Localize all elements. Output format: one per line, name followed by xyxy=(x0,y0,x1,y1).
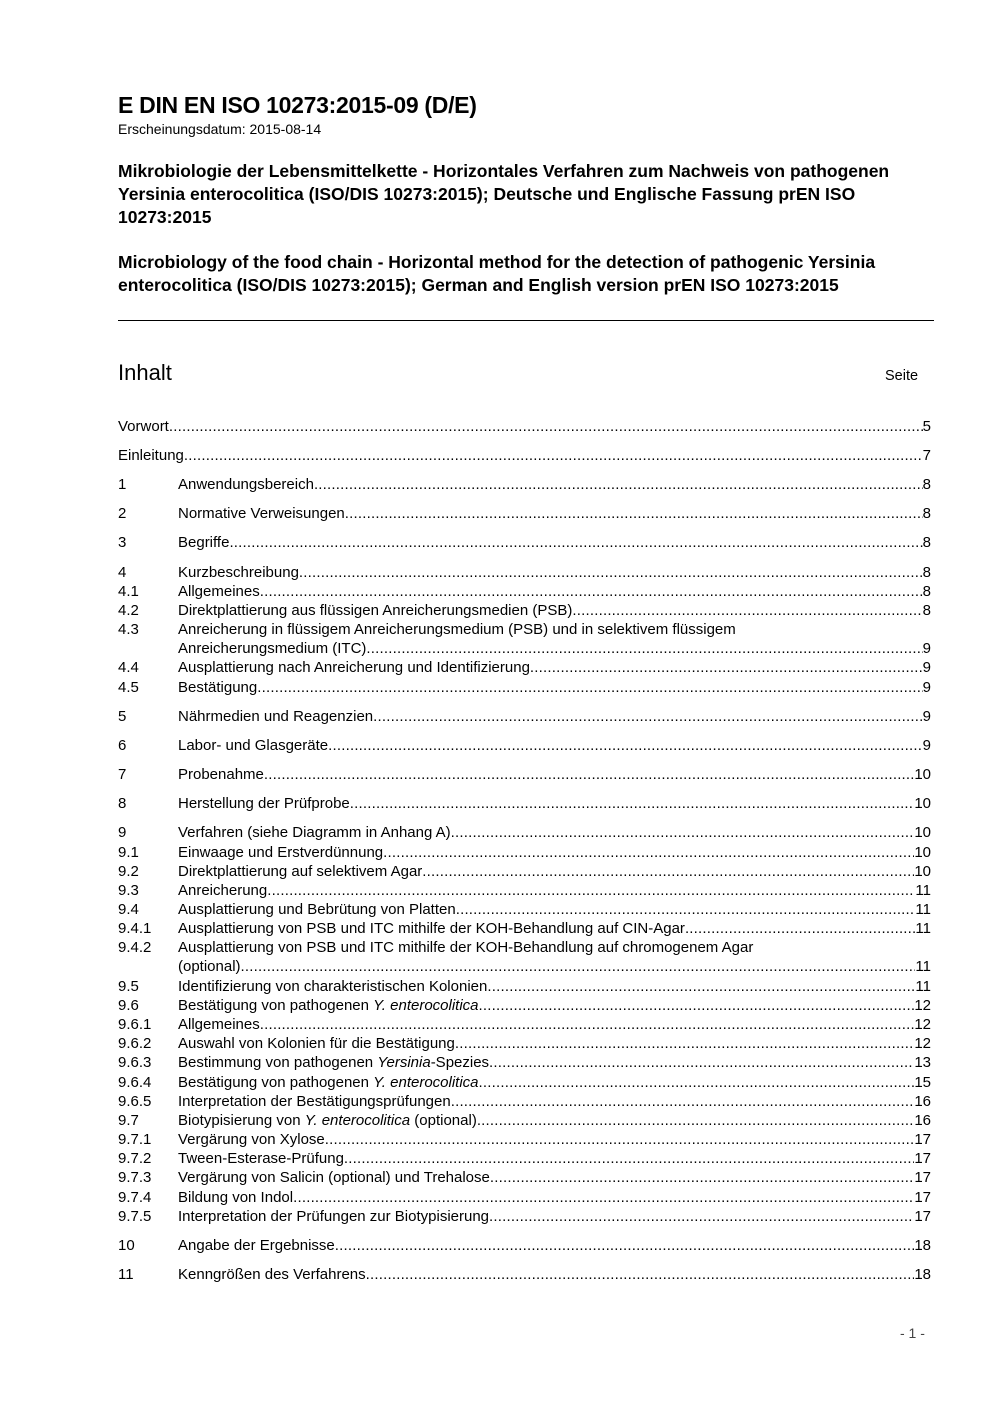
toc-entry-number: 9.6.2 xyxy=(118,1035,152,1052)
toc-entry-title xyxy=(178,919,685,938)
dot-leader xyxy=(344,1149,914,1168)
dot-leader xyxy=(314,475,923,494)
toc-entry-title xyxy=(178,736,328,755)
toc-entry-page: 16 xyxy=(914,1112,931,1129)
toc-entry-title xyxy=(178,765,264,784)
toc-entry[interactable] xyxy=(118,736,931,755)
toc-title-segment: Tween-Esterase-Prüfung xyxy=(178,1150,344,1167)
toc-entry[interactable] xyxy=(118,900,931,919)
toc-entry-number: 9.6.5 xyxy=(118,1093,152,1110)
title-german: Mikrobiologie der Lebensmittelkette - Horizontales Verfahren zum Nachweis von pathogenen Yersinia enterocolitica (ISO/DIS 10273:2015); Deutsche und Englische Fassung prEN ISO 10273:2015 xyxy=(118,161,890,227)
toc-title-segment: Begriffe xyxy=(178,534,230,551)
toc-entry-page: 9 xyxy=(922,640,931,657)
toc-entry[interactable] xyxy=(118,1073,931,1092)
toc-entry-page: 9 xyxy=(922,679,931,696)
toc-entry-number xyxy=(118,639,178,658)
document-id: E DIN EN ISO 10273:2015-09 (D/E) xyxy=(118,92,477,118)
toc-entry-title xyxy=(178,1149,344,1168)
toc-entry-page: 8 xyxy=(922,564,931,581)
toc-entry-number: 9.6.3 xyxy=(118,1054,152,1071)
toc-title-segment: Angabe der Ergebnisse xyxy=(178,1237,335,1254)
toc-entry-page: 18 xyxy=(914,1237,931,1254)
toc-entry-page: 11 xyxy=(915,978,931,995)
dot-leader xyxy=(260,1015,915,1034)
toc-entry-page: 10 xyxy=(914,766,931,783)
toc-entry[interactable] xyxy=(118,843,931,862)
toc-entry-title xyxy=(178,639,366,658)
toc-entry-number: 9.4 xyxy=(118,901,139,918)
toc-entry[interactable] xyxy=(118,582,931,601)
dot-leader xyxy=(572,601,922,620)
toc-title-segment: Ausplattierung nach Anreicherung und Identifizierung xyxy=(178,659,530,676)
toc-entry-page: 8 xyxy=(922,476,931,493)
dot-leader xyxy=(241,957,916,976)
dot-leader xyxy=(184,446,923,465)
toc-entry-line[interactable] xyxy=(118,938,931,957)
toc-heading: Inhalt xyxy=(118,360,172,385)
dot-leader xyxy=(366,639,922,658)
toc-entry-title xyxy=(178,843,383,862)
toc-entry-number: 9.7.4 xyxy=(118,1189,152,1206)
toc-entry-number: 4.2 xyxy=(118,602,139,619)
dot-leader xyxy=(345,504,923,523)
dot-leader xyxy=(328,736,923,755)
toc-title-segment: Herstellung der Prüfprobe xyxy=(178,795,350,812)
toc-entry[interactable] xyxy=(118,1236,931,1255)
dot-leader xyxy=(455,1034,914,1053)
toc-entry[interactable] xyxy=(118,1053,931,1072)
toc-entry-number: 1 xyxy=(118,476,127,493)
toc-entry-page: 5 xyxy=(922,418,931,435)
toc-entry-title xyxy=(178,1188,293,1207)
dot-leader xyxy=(477,1111,915,1130)
toc-entry[interactable] xyxy=(118,1149,931,1168)
toc-entry-number: 9.7 xyxy=(118,1112,139,1129)
toc-entry[interactable] xyxy=(118,1168,931,1187)
toc-title-segment: Anwendungsbereich xyxy=(178,476,314,493)
toc-entry-title xyxy=(178,504,345,523)
toc-entry-number: 3 xyxy=(118,534,127,551)
toc-title-segment: Y. enterocolitica xyxy=(373,997,479,1014)
dot-leader xyxy=(487,977,915,996)
toc-title-segment: Einleitung xyxy=(118,447,184,464)
dot-leader xyxy=(479,996,915,1015)
toc-entry-number: 11 xyxy=(118,1266,134,1283)
toc-entry-number: 7 xyxy=(118,766,127,783)
toc-title-segment: Kenngrößen des Verfahrens xyxy=(178,1266,366,1283)
dot-leader xyxy=(366,1265,915,1284)
toc-entry-title: Anreicherung in flüssigem Anreicherungsmedium (PSB) und in selektivem flüssigem xyxy=(178,621,736,638)
dot-leader xyxy=(335,1236,915,1255)
toc-title-segment: Interpretation der Bestätigungsprüfungen xyxy=(178,1093,451,1110)
toc-entry[interactable] xyxy=(118,533,931,552)
toc-entry-page: 11 xyxy=(915,958,931,975)
toc-entry-number: 9.3 xyxy=(118,882,139,899)
toc-title-segment: Bestätigung von pathogenen xyxy=(178,1074,374,1091)
toc-entry-number: 4.4 xyxy=(118,659,139,676)
toc-title-segment: Bestätigung xyxy=(178,679,258,696)
toc-title-segment: Einwaage und Erstverdünnung xyxy=(178,844,384,861)
dot-leader xyxy=(489,1207,914,1226)
toc-entry[interactable] xyxy=(118,919,931,938)
toc-title-segment: -Spezies xyxy=(430,1054,490,1071)
toc-title-segment: (optional) xyxy=(178,958,241,975)
toc-entry-number: 4.1 xyxy=(118,583,139,600)
toc-entry-page: 18 xyxy=(914,1266,931,1283)
toc-entry-page: 10 xyxy=(914,824,931,841)
title-english: Microbiology of the food chain - Horizontal method for the detection of pathogenic Yersinia enterocolitica (ISO/DIS 10273:2015); German and English version prEN ISO 10273:2015 xyxy=(118,252,876,295)
toc-entry-title xyxy=(178,1236,335,1255)
dot-leader xyxy=(685,919,915,938)
toc-title-segment: Bildung von Indol xyxy=(178,1189,294,1206)
toc-entry[interactable] xyxy=(118,1034,931,1053)
toc-title-segment: Probenahme xyxy=(178,766,264,783)
toc-entry-number: 4 xyxy=(118,564,127,581)
toc-entry[interactable] xyxy=(118,794,931,813)
dot-leader xyxy=(451,1092,915,1111)
dot-leader xyxy=(229,533,922,552)
dot-leader xyxy=(451,823,915,842)
toc-entry-page: 8 xyxy=(922,602,931,619)
toc-entry[interactable] xyxy=(118,1092,931,1111)
toc-entry-title xyxy=(178,1053,489,1072)
toc-title-segment: Vergärung von Xylose xyxy=(178,1131,325,1148)
toc-title-segment: Ausplattierung von PSB und ITC mithilfe der KOH-Behandlung auf CIN-Agar xyxy=(178,920,685,937)
toc-entry[interactable] xyxy=(118,862,931,881)
toc-entry-title xyxy=(178,881,267,900)
toc-entry[interactable] xyxy=(118,823,931,842)
toc-entry-page: 7 xyxy=(922,447,931,464)
toc-entry-page: 8 xyxy=(922,583,931,600)
toc-entry[interactable] xyxy=(118,446,931,465)
toc-title-segment: Auswahl von Kolonien für die Bestätigung xyxy=(178,1035,455,1052)
toc-entry-number: 10 xyxy=(118,1237,135,1254)
toc-entry-page: 12 xyxy=(914,1035,931,1052)
toc-entry-title xyxy=(178,1265,366,1284)
toc-entry[interactable] xyxy=(118,977,931,996)
toc-entry[interactable] xyxy=(118,475,931,494)
toc-title-segment: Vorwort xyxy=(118,418,169,435)
dot-leader xyxy=(530,658,923,677)
toc-entry-number: 9.5 xyxy=(118,978,139,995)
toc-title-segment: Identifizierung von charakteristischen Kolonien xyxy=(178,978,488,995)
toc-entry-number: 2 xyxy=(118,505,127,522)
toc-entry-page: 13 xyxy=(914,1054,931,1071)
toc-title-segment: (optional) xyxy=(410,1112,477,1129)
toc-entry[interactable] xyxy=(118,563,931,582)
toc-entry-number: 9.6.1 xyxy=(118,1016,152,1033)
toc-entry-page: 12 xyxy=(914,1016,931,1033)
toc-entry-number: 4.3 xyxy=(118,621,139,638)
toc-entry-title xyxy=(178,475,314,494)
dot-leader xyxy=(490,1168,914,1187)
toc-entry-page: 15 xyxy=(914,1074,931,1091)
toc-entry-number: 9.1 xyxy=(118,844,139,861)
toc-title-segment: Biotypisierung von xyxy=(178,1112,305,1129)
toc-entry-title xyxy=(178,794,350,813)
toc-entry-page: 10 xyxy=(914,844,931,861)
toc-title-segment: Anreicherungsmedium (ITC) xyxy=(178,640,367,657)
toc-entry-title xyxy=(178,658,530,677)
toc-title-segment: Normative Verweisungen xyxy=(178,505,345,522)
toc-entry[interactable] xyxy=(118,1207,931,1226)
toc-entry-page: 17 xyxy=(914,1131,931,1148)
toc-entry-title xyxy=(178,1130,325,1149)
toc-title-segment: Bestimmung von pathogenen xyxy=(178,1054,378,1071)
toc-title-segment: Anreicherung xyxy=(178,882,268,899)
toc-entry-page: 8 xyxy=(922,534,931,551)
toc-entry[interactable] xyxy=(118,504,931,523)
dot-leader xyxy=(257,678,922,697)
dot-leader xyxy=(489,1053,914,1072)
toc-title-segment: Y. enterocolitica xyxy=(304,1112,411,1129)
toc-entry-page: 9 xyxy=(922,708,931,725)
toc-title-segment: Ausplattierung und Bebrütung von Platten xyxy=(178,901,456,918)
toc-entry-title xyxy=(178,1073,479,1092)
toc-entry-number: 9.4.2 xyxy=(118,939,152,956)
toc-title-segment: Vergärung von Salicin (optional) und Trehalose xyxy=(178,1169,490,1186)
toc-entry-page: 11 xyxy=(915,920,931,937)
toc-entry-title xyxy=(178,582,260,601)
toc-entry-page: 17 xyxy=(914,1169,931,1186)
toc-entry-page: 17 xyxy=(914,1208,931,1225)
toc-entry-title xyxy=(178,563,299,582)
toc-entry-page: 10 xyxy=(914,795,931,812)
toc-entry-title xyxy=(178,1015,260,1034)
toc-entry[interactable] xyxy=(118,678,931,697)
toc-entry-page: 12 xyxy=(914,997,931,1014)
toc-entry[interactable] xyxy=(118,1015,931,1034)
dot-leader xyxy=(456,900,916,919)
toc-entry-title: Ausplattierung von PSB und ITC mithilfe der KOH-Behandlung auf chromogenem Agar xyxy=(178,939,754,956)
toc-title-segment: Allgemeines xyxy=(178,1016,260,1033)
dot-leader xyxy=(422,862,914,881)
toc-entry[interactable] xyxy=(118,707,931,726)
toc-entry-title xyxy=(178,533,229,552)
dot-leader xyxy=(260,582,923,601)
toc-entry[interactable] xyxy=(118,996,931,1015)
toc-entry-number: 6 xyxy=(118,737,127,754)
toc-entry-title xyxy=(178,996,479,1015)
toc-page-label: Seite xyxy=(885,368,919,384)
toc-entry[interactable] xyxy=(118,1265,931,1284)
toc-entry-title xyxy=(178,862,422,881)
toc-title-segment: Yersinia xyxy=(377,1054,431,1071)
toc-title-segment: Direktplattierung auf selektivem Agar xyxy=(178,863,423,880)
toc-title-segment: Bestätigung von pathogenen xyxy=(178,997,374,1014)
toc-entry-number: 8 xyxy=(118,795,127,812)
toc-entry[interactable] xyxy=(118,1188,931,1207)
dot-leader xyxy=(479,1073,915,1092)
toc-entry-title xyxy=(178,678,257,697)
toc-entry-number: 9.7.3 xyxy=(118,1169,152,1186)
toc-title-segment: Nährmedien und Reagenzien xyxy=(178,708,374,725)
toc-entry[interactable] xyxy=(118,957,931,976)
toc-entry-page: 17 xyxy=(914,1189,931,1206)
toc-entry-title xyxy=(178,823,451,842)
toc-entry[interactable] xyxy=(118,1130,931,1149)
toc-entry[interactable] xyxy=(118,765,931,784)
toc-entry-title xyxy=(178,900,456,919)
toc-entry-number: 4.5 xyxy=(118,679,139,696)
toc-entry-title xyxy=(178,601,572,620)
toc-entry-number: 9.6 xyxy=(118,997,139,1014)
toc-entry-page: 11 xyxy=(915,901,931,918)
dot-leader xyxy=(299,563,923,582)
toc-title-segment: Verfahren (siehe Diagramm in Anhang A) xyxy=(178,824,451,841)
toc-entry[interactable] xyxy=(118,639,931,658)
dot-leader xyxy=(373,707,923,726)
toc-entry-title xyxy=(118,446,184,465)
dot-leader xyxy=(383,843,914,862)
toc-title-segment: Y. enterocolitica xyxy=(373,1074,479,1091)
toc-entry-page: 9 xyxy=(922,737,931,754)
toc-entry[interactable] xyxy=(118,417,931,436)
toc-title-segment: Allgemeines xyxy=(178,583,260,600)
toc-title-segment: Interpretation der Prüfungen zur Biotypisierung xyxy=(178,1208,490,1225)
toc-entry-title xyxy=(178,977,487,996)
divider xyxy=(118,320,934,321)
toc-entry-number: 9.6.4 xyxy=(118,1074,152,1091)
toc-entry-page: 11 xyxy=(915,882,931,899)
toc-entry-page: 9 xyxy=(922,659,931,676)
toc-entry-page: 10 xyxy=(914,863,931,880)
toc-entry-title xyxy=(178,1207,489,1226)
toc-entry[interactable] xyxy=(118,881,931,900)
toc-entry-number: 9 xyxy=(118,824,127,841)
dot-leader xyxy=(325,1130,915,1149)
dot-leader xyxy=(264,765,914,784)
toc-title-segment: Direktplattierung aus flüssigen Anreicherungsmedien (PSB) xyxy=(178,602,573,619)
toc-entry-number xyxy=(118,957,178,976)
toc-entry-title xyxy=(178,1168,490,1187)
toc-entry[interactable] xyxy=(118,1111,931,1130)
dot-leader xyxy=(350,794,915,813)
toc-entry-number: 9.7.5 xyxy=(118,1208,152,1225)
toc-entry-title xyxy=(178,1092,451,1111)
toc-entry-page: 17 xyxy=(914,1150,931,1167)
toc-entry-page: 8 xyxy=(922,505,931,522)
page-number: - 1 - xyxy=(900,1325,925,1341)
toc-title-segment: Kurzbeschreibung xyxy=(178,564,299,581)
dot-leader xyxy=(293,1188,914,1207)
toc-entry-number: 5 xyxy=(118,708,127,725)
toc-entry-number: 9.4.1 xyxy=(118,920,152,937)
toc-entry-line[interactable] xyxy=(118,620,931,639)
toc-entry-number: 9.7.1 xyxy=(118,1131,152,1148)
toc-entry-title xyxy=(118,417,169,436)
toc-entry-title xyxy=(178,1034,455,1053)
publication-date: Erscheinungsdatum: 2015-08-14 xyxy=(118,121,322,137)
toc-entry-page: 16 xyxy=(914,1093,931,1110)
toc-title-segment: Labor- und Glasgeräte xyxy=(178,737,329,754)
toc-entry-number: 9.2 xyxy=(118,863,139,880)
toc-entry[interactable] xyxy=(118,601,931,620)
toc-entry[interactable] xyxy=(118,658,931,677)
dot-leader xyxy=(169,417,923,436)
toc-entry-title xyxy=(178,957,241,976)
toc-entry-number: 9.7.2 xyxy=(118,1150,152,1167)
toc-entry-title xyxy=(178,1111,477,1130)
dot-leader xyxy=(267,881,915,900)
toc-entry-title xyxy=(178,707,373,726)
